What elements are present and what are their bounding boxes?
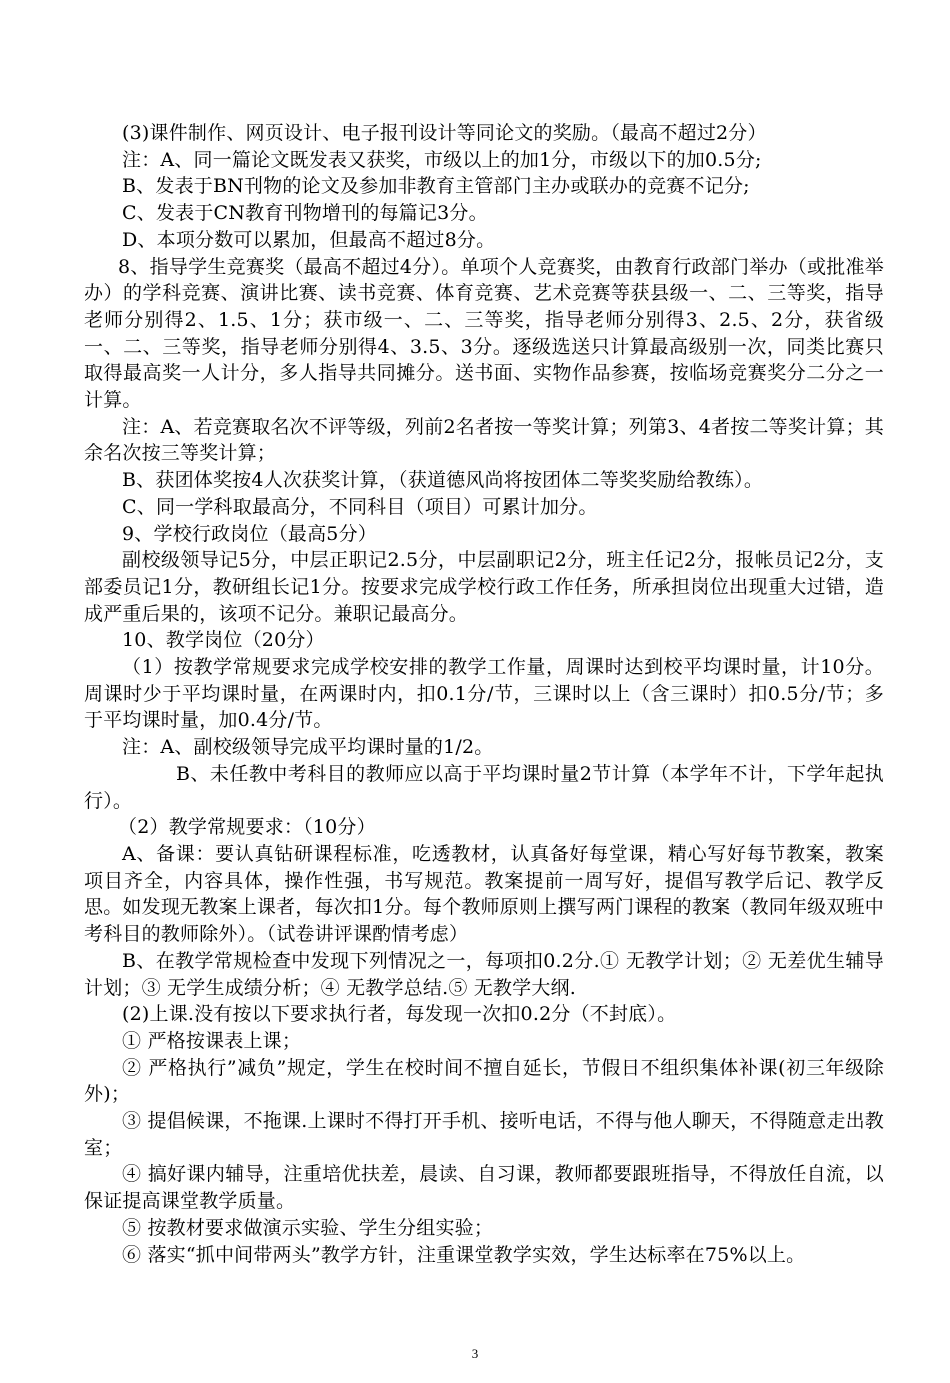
note-b-team-award: B、获团体奖按4人次获奖计算，（获道德风尚将按团体二等奖奖励给教练）。 (122, 469, 764, 492)
note-b-non-exam-subject: B、未任教中考科目的教师应以高于平均课时量2节计算（本学年不计，下学年起执行）。 (84, 762, 884, 812)
list-item-experiments: ⑤ 按教材要求做演示实验、学生分组实验； (122, 1216, 494, 1239)
heading-teaching-routine: （2）教学常规要求：（10分） (118, 816, 376, 839)
list-item-timetable: ① 严格按课表上课； (122, 1029, 302, 1052)
page-number: 3 (471, 1346, 479, 1361)
note-a-ranking: 注：A、若竞赛取名次不评等级，列前2名者按一等奖计算；列第3、4者按二等奖计算；其余名次按三等奖计算； (84, 415, 884, 465)
paragraph-class-rules: (2)上课.没有按以下要求执行者，每发现一次扣0.2分（不封底）。 (122, 1003, 677, 1026)
note-a-vice-principal: 注：A、副校级领导完成平均课时量的1/2。 (122, 736, 494, 759)
section-10-teaching-post: 10、教学岗位（20分） (122, 629, 325, 652)
list-item-punctuality: ③ 提倡候课，不拖课.上课时不得打开手机、接听电话，不得与他人聊天，不得随意走出教室； (84, 1110, 884, 1159)
list-item-burden-reduction: ② 严格执行”减负”规定，学生在校时间不擅自延长，节假日不组织集体补课(初三年级除外)； (84, 1056, 884, 1106)
list-item-teaching-policy: ⑥ 落实“抓中间带两头”教学方针，注重课堂教学实效，学生达标率在75%以上。 (122, 1243, 806, 1266)
note-d-max-score: D、本项分数可以累加，但最高不超过8分。 (122, 228, 496, 251)
paragraph-routine-check: B、在教学常规检查中发现下列情况之一，每项扣0.2分.① 无教学计划；② 无差优生辅导计划；③ 无学生成绩分析；④ 无教学总结.⑤ 无教学大纲. (84, 949, 884, 999)
note-c-cn-supplement: C、发表于CN教育刊物增刊的每篇记3分。 (122, 202, 488, 225)
paragraph-courseware-award: (3)课件制作、网页设计、电子报刊设计等同论文的奖励。（最高不超过2分） (122, 122, 767, 144)
paragraph-lesson-preparation: A、备课：要认真钻研课程标准，吃透教材，认真备好每堂课，精心写好每节教案，教案项目齐全，内容具体，操作性强，书写规范。教案提前一周写好，提倡写教学后记、教学反思。如发现无教案上课者，每次扣1分。每个教师原则上撰写两门课程的教案（教同年级双班中考科目的教师除外）。（试卷讲评课酌情考虑） (84, 842, 884, 946)
list-item-tutoring: ④ 搞好课内辅导，注重培优扶差，晨读、自习课，教师都要跟班指导，不得放任自流，以保证提高课堂教学质量。 (84, 1163, 884, 1213)
note-b-bn-journal: B、发表于BN刊物的论文及参加非教育主管部门主办或联办的竞赛不记分; (122, 175, 750, 198)
document-body (84, 120, 884, 1268)
note-a-paper-award: 注：A、同一篇论文既发表又获奖，市级以上的加1分，市级以下的加0.5分; (122, 148, 762, 171)
note-c-same-subject: C、同一学科取最高分，不同科目（项目）可累计加分。 (122, 495, 598, 518)
paragraph-workload: （1）按教学常规要求完成学校安排的教学工作量，周课时达到校平均课时量，计10分。周课时少于平均课时量，在两课时内，扣0.1分/节，三课时以上（含三课时）扣0.5分/节；多于平均课时量，加0.4分/节。 (84, 656, 884, 732)
section-9-admin-post: 9、学校行政岗位（最高5分） (122, 522, 377, 545)
paragraph-admin-post-scores: 副校级领导记5分，中层正职记2.5分，中层副职记2分，班主任记2分，报帐员记2分，支部委员记1分，教研组长记1分。按要求完成学校行政工作任务，所承担岗位出现重大过错，造成严重后果的，该项不记分。兼职记最高分。 (84, 549, 884, 625)
section-8-student-competition: 8、指导学生竞赛奖（最高不超过4分）。单项个人竞赛奖，由教育行政部门举办（或批准举办）的学科竞赛、演讲比赛、读书竞赛、体育竞赛、艺术竞赛等获县级一、二、三等奖，指导老师分别得2、1.5、1分；获市级一、二、三等奖，指导老师分别得3、2.5、2分，获省级一、二、三等奖，指导老师分别得4、3.5、3分。逐级选送只计算最高级别一次，同类比赛只取得最高奖一人计分，多人指导共同摊分。送书面、实物作品参赛，按临场竞赛奖分二分之一计算。 (84, 255, 884, 412)
